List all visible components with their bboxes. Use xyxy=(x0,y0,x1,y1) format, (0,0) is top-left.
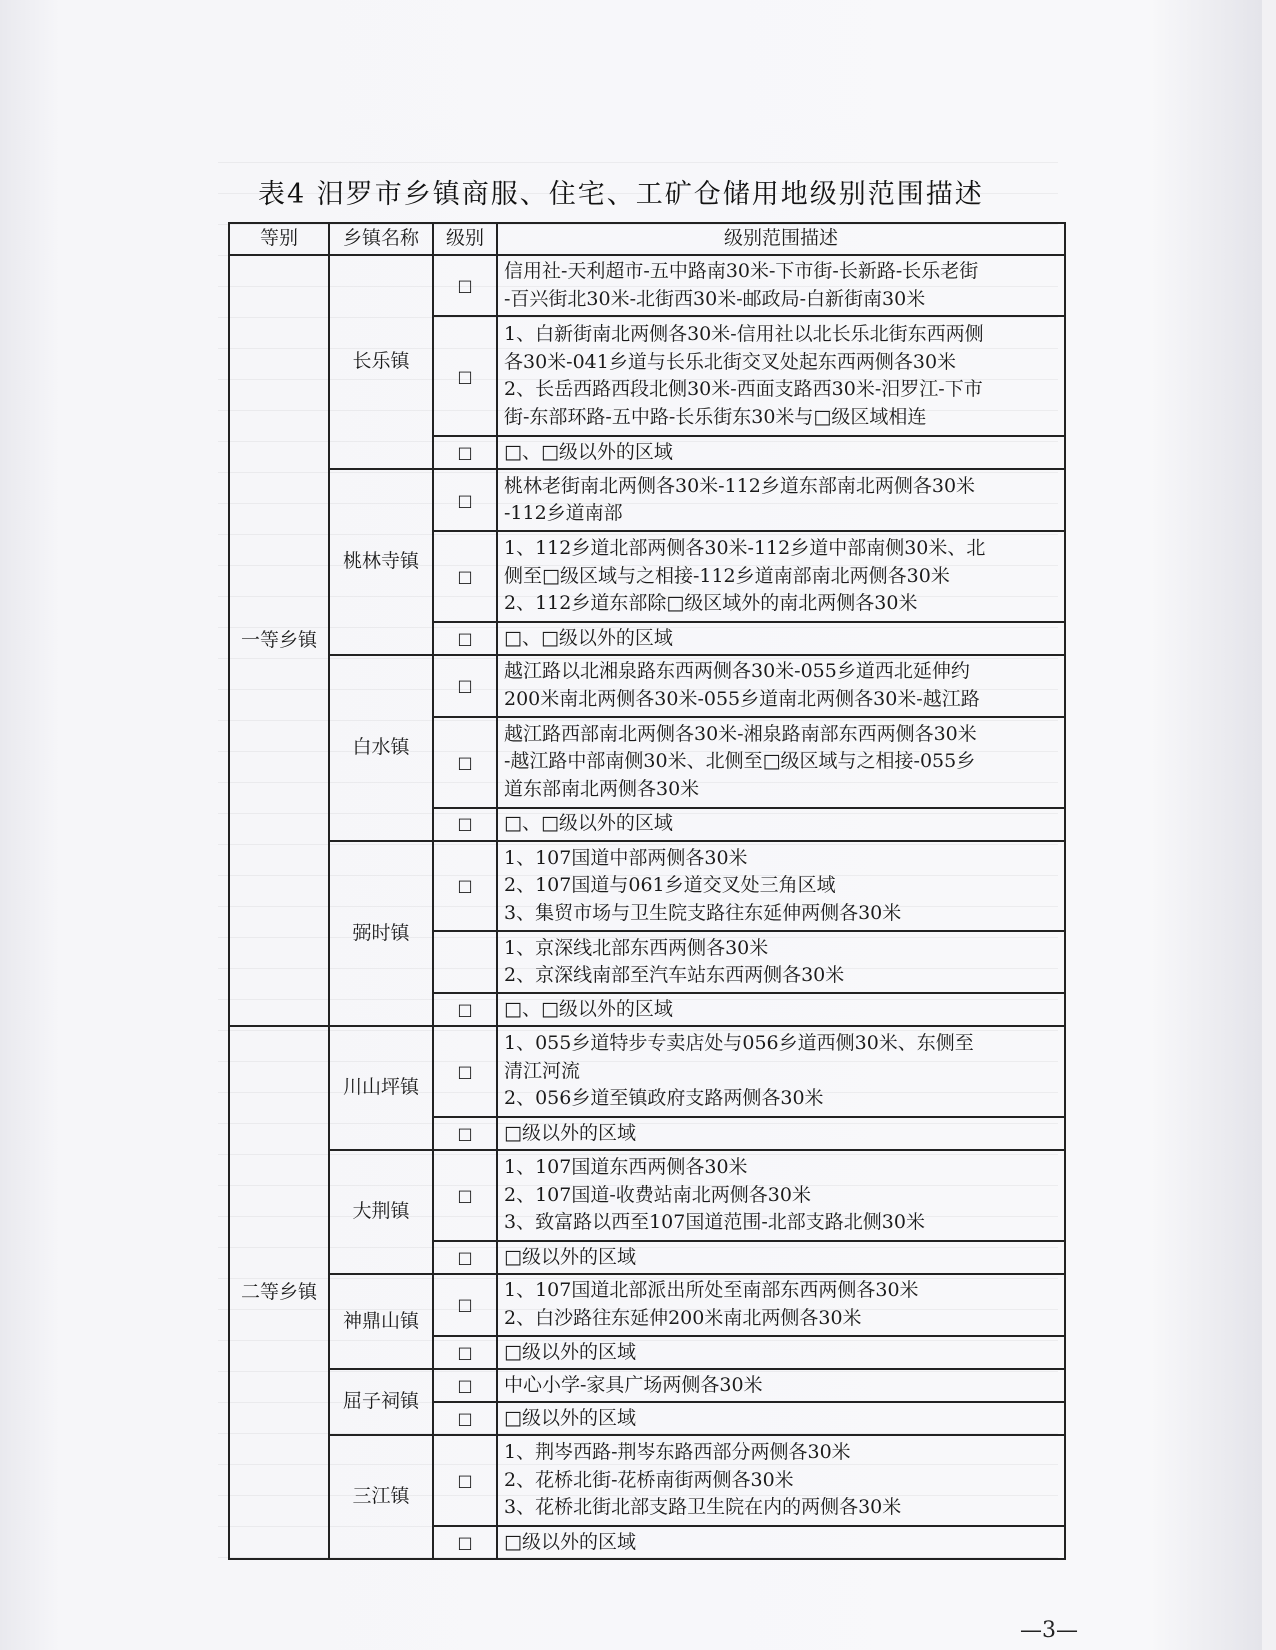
description-line: 2、花桥北街-花桥南街两侧各30米 xyxy=(504,1468,794,1491)
town-name-cell: 屈子祠镇 xyxy=(329,1369,433,1435)
table-row xyxy=(229,841,1065,932)
description-cell xyxy=(497,1241,1065,1274)
description-line: 1、荆岑西路-荆岑东路西部分两侧各30米 xyxy=(504,1441,851,1464)
description-line: □、□级以外的区域 xyxy=(504,626,673,649)
level-cell: □ xyxy=(433,531,497,622)
description-line: □、□级以外的区域 xyxy=(504,812,673,835)
level-cell: □ xyxy=(433,255,497,317)
grade-cell: 二等乡镇 xyxy=(229,1026,329,1559)
description-line: 桃林老街南北两侧各30米-112乡道东部南北两侧各30米 xyxy=(504,474,976,497)
level-cell: □ xyxy=(433,1274,497,1336)
table-body xyxy=(229,255,1065,1559)
table-row xyxy=(229,469,1065,531)
description-line: 越江路以北湘泉路东西两侧各30米-055乡道西北延伸约 xyxy=(504,660,970,683)
description-cell xyxy=(497,1369,1065,1402)
level-cell: □ xyxy=(433,1402,497,1435)
description-cell xyxy=(497,1150,1065,1241)
description-line: -越江路中部南侧30米、北侧至□级区域与之相接-055乡 xyxy=(504,750,976,773)
description-cell xyxy=(497,1336,1065,1369)
description-cell xyxy=(497,1402,1065,1435)
table-row xyxy=(229,1435,1065,1526)
description-line: 越江路西部南北两侧各30米-湘泉路南部东西两侧各30米 xyxy=(504,722,977,745)
description-line: 1、112乡道北部两侧各30米-112乡道中部南侧30米、北 xyxy=(504,537,986,560)
description-line: 街-东部环路-五中路-长乐街东30米与□级区域相连 xyxy=(504,405,927,428)
description-line: 1、055乡道特步专卖店处与056乡道西侧30米、东侧至 xyxy=(504,1032,974,1055)
level-cell: □ xyxy=(433,1435,497,1526)
header-row xyxy=(229,223,1065,255)
level-cell xyxy=(433,931,497,993)
description-line: 3、花桥北街北部支路卫生院在内的两侧各30米 xyxy=(504,1496,902,1519)
grade-cell: 一等乡镇 xyxy=(229,255,329,1027)
description-line: □级以外的区域 xyxy=(504,1245,636,1268)
description-line: 2、白沙路往东延伸200米南北两侧各30米 xyxy=(504,1306,862,1329)
level-cell: □ xyxy=(433,655,497,717)
description-cell xyxy=(497,436,1065,469)
description-cell xyxy=(497,622,1065,655)
level-cell: □ xyxy=(433,1117,497,1150)
description-line: 信用社-天利超市-五中路南30米-下市街-长新路-长乐老街 xyxy=(504,259,979,282)
description-line: 道东部南北两侧各30米 xyxy=(504,777,700,800)
level-cell: □ xyxy=(433,841,497,932)
description-line: □级以外的区域 xyxy=(504,1121,636,1144)
description-line: □级以外的区域 xyxy=(504,1406,636,1429)
description-cell xyxy=(497,841,1065,932)
level-cell: □ xyxy=(433,808,497,841)
level-cell: □ xyxy=(433,1241,497,1274)
town-name-cell: 长乐镇 xyxy=(329,255,433,470)
town-name-cell: 桃林寺镇 xyxy=(329,469,433,655)
description-cell xyxy=(497,1117,1065,1150)
table-title: 表4 汨罗市乡镇商服、住宅、工矿仓储用地级别范围描述 xyxy=(258,179,984,210)
table-row xyxy=(229,655,1065,717)
description-cell xyxy=(497,808,1065,841)
level-cell: □ xyxy=(433,1336,497,1369)
description-line: 2、京深线南部至汽车站东西两侧各30米 xyxy=(504,964,845,987)
description-cell xyxy=(497,655,1065,717)
description-line: 3、集贸市场与卫生院支路往东延伸两侧各30米 xyxy=(504,901,902,924)
town-name-cell: 大荆镇 xyxy=(329,1150,433,1274)
description-line: 2、107国道-收费站南北两侧各30米 xyxy=(504,1183,811,1206)
town-name-cell: 川山坪镇 xyxy=(329,1026,433,1150)
description-line: □级以外的区域 xyxy=(504,1340,636,1363)
description-line: 1、京深线北部东西两侧各30米 xyxy=(504,936,769,959)
description-cell xyxy=(497,717,1065,808)
town-name-cell: 三江镇 xyxy=(329,1435,433,1559)
town-name-cell: 神鼎山镇 xyxy=(329,1274,433,1369)
description-line: □、□级以外的区域 xyxy=(504,440,673,463)
description-cell xyxy=(497,255,1065,317)
header-description: 级别范围描述 xyxy=(497,223,1065,255)
level-cell: □ xyxy=(433,316,497,436)
table-row xyxy=(229,255,1065,317)
level-range-table xyxy=(228,222,1066,1560)
description-line: 2、056乡道至镇政府支路两侧各30米 xyxy=(504,1087,824,1110)
level-cell: □ xyxy=(433,993,497,1026)
description-cell xyxy=(497,316,1065,436)
description-cell xyxy=(497,1274,1065,1336)
level-cell: □ xyxy=(433,469,497,531)
description-cell xyxy=(497,469,1065,531)
description-cell xyxy=(497,1026,1065,1117)
level-cell: □ xyxy=(433,436,497,469)
header-level: 级别 xyxy=(433,223,497,255)
description-line: 2、长岳西路西段北侧30米-西面支路西30米-汨罗江-下市 xyxy=(504,378,983,401)
description-line: 1、107国道东西两侧各30米 xyxy=(504,1156,748,1179)
description-line: 清江河流 xyxy=(504,1059,581,1082)
description-cell xyxy=(497,1526,1065,1559)
description-line: -112乡道南部 xyxy=(504,502,623,525)
header-town-name: 乡镇名称 xyxy=(329,223,433,255)
description-line: 200米南北两侧各30米-055乡道南北两侧各30米-越江路 xyxy=(504,687,980,710)
page-number: —3— xyxy=(1020,1618,1078,1643)
description-line: 1、白新街南北两侧各30米-信用社以北长乐北街东西两侧 xyxy=(504,323,984,346)
description-line: 中心小学-家具广场两侧各30米 xyxy=(504,1373,763,1396)
level-cell: □ xyxy=(433,1526,497,1559)
description-cell xyxy=(497,993,1065,1026)
description-cell xyxy=(497,531,1065,622)
description-line: -百兴街北30米-北街西30米-邮政局-白新街南30米 xyxy=(504,287,926,310)
description-line: 1、107国道北部派出所处至南部东西两侧各30米 xyxy=(504,1279,919,1302)
town-name-cell: 白水镇 xyxy=(329,655,433,841)
header-grade: 等别 xyxy=(229,223,329,255)
table-row xyxy=(229,1274,1065,1336)
description-cell xyxy=(497,931,1065,993)
description-line: 2、112乡道东部除□级区域外的南北两侧各30米 xyxy=(504,592,918,615)
level-cell: □ xyxy=(433,1150,497,1241)
description-cell xyxy=(497,1435,1065,1526)
description-line: □、□级以外的区域 xyxy=(504,998,673,1020)
description-line: 各30米-041乡道与长乐北街交叉处起东西两侧各30米 xyxy=(504,350,957,373)
level-cell: □ xyxy=(433,717,497,808)
level-cell: □ xyxy=(433,622,497,655)
town-name-cell: 弼时镇 xyxy=(329,841,433,1027)
table-row xyxy=(229,1369,1065,1402)
table-row xyxy=(229,1026,1065,1117)
description-line: □级以外的区域 xyxy=(504,1530,636,1553)
description-line: 1、107国道中部两侧各30米 xyxy=(504,846,748,869)
level-cell: □ xyxy=(433,1369,497,1402)
description-line: 侧至□级区域与之相接-112乡道南部南北两侧各30米 xyxy=(504,564,950,587)
table-row xyxy=(229,1150,1065,1241)
level-cell: □ xyxy=(433,1026,497,1117)
description-line: 3、致富路以西至107国道范围-北部支路北侧30米 xyxy=(504,1211,925,1234)
description-line: 2、107国道与061乡道交叉处三角区域 xyxy=(504,874,836,897)
